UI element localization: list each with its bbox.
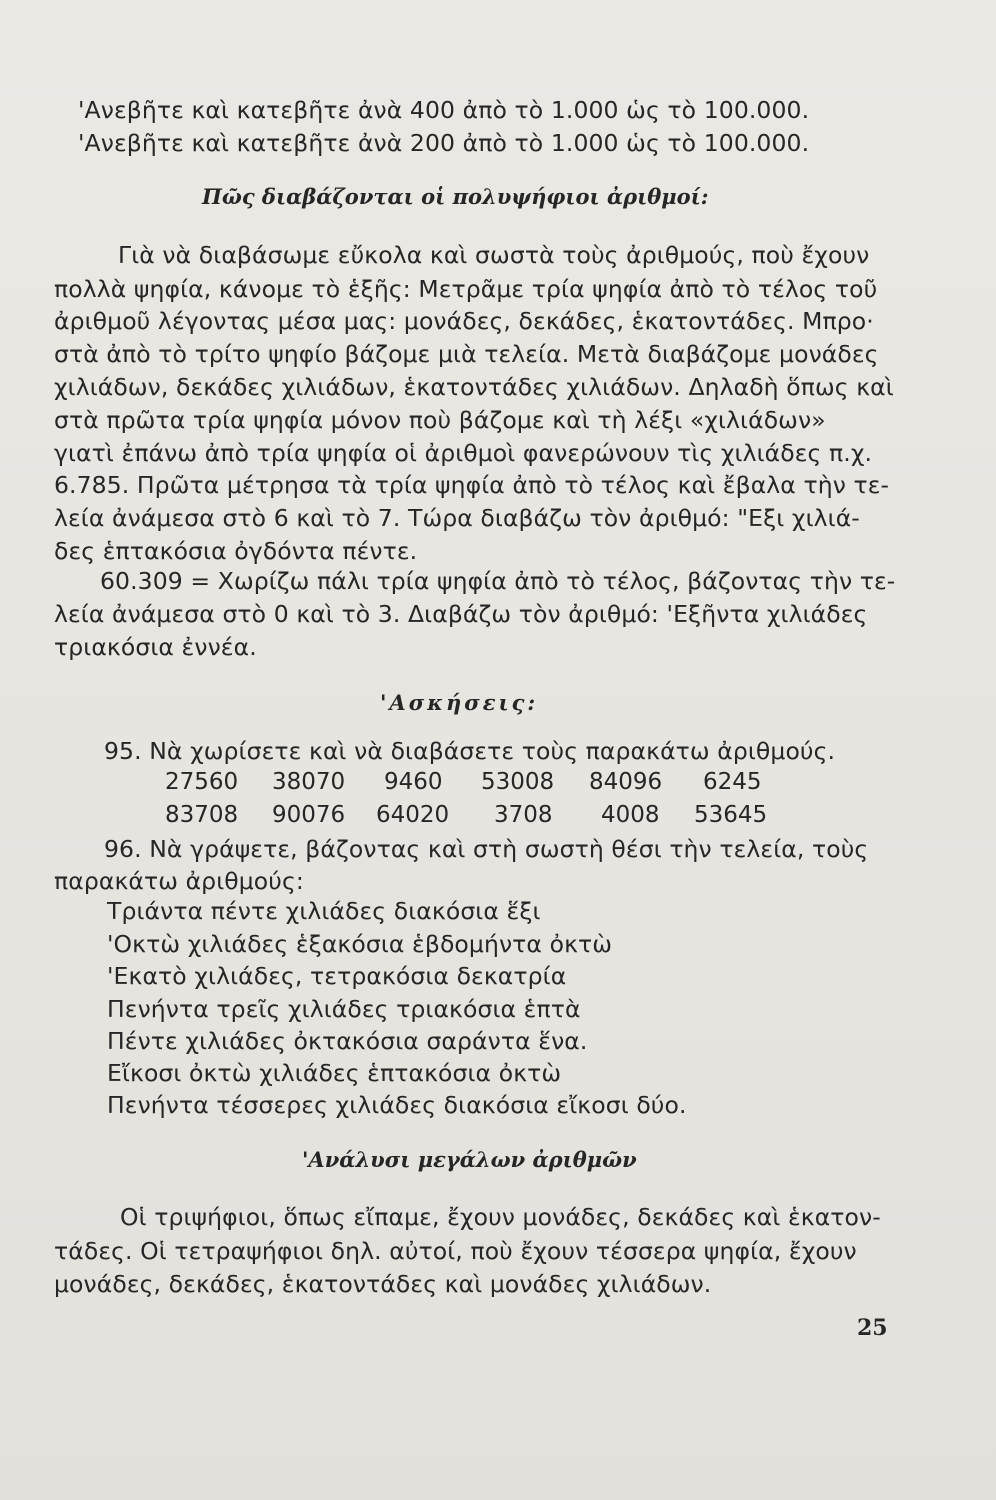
top-line-1: 'Ανεβῆτε καὶ κατεβῆτε ἀνὰ 400 ἀπὸ τὸ 1.000 ὡς τὸ 100.000. xyxy=(78,96,810,124)
paragraph-line: ἀριθμοῦ λέγοντας μέσα μας: μονάδες, δεκάδες, ἑκατοντάδες. Μπρο· xyxy=(54,307,874,335)
section-heading-reading-numbers: Πῶς διαβάζονται οἱ πολυψήφιοι ἀριθμοί: xyxy=(202,184,709,209)
list-item: Πενήντα τρεῖς χιλιάδες τριακόσια ἑπτὰ xyxy=(107,995,581,1023)
list-item: Εἴκοσι ὀκτὼ χιλιάδες ἑπτακόσια ὀκτὼ xyxy=(107,1059,562,1087)
page-number: 25 xyxy=(857,1315,888,1341)
paragraph-line: λεία ἀνάμεσα στὸ 6 καὶ τὸ 7. Τώρα διαβάζω τὸν ἀριθμό: "Εξι χιλιά- xyxy=(54,504,860,532)
number-cell: 53645 xyxy=(694,802,768,828)
paragraph-line: μονάδες, δεκάδες, ἑκατοντάδες καὶ μονάδες χιλιάδων. xyxy=(54,1270,712,1298)
paragraph-line: λεία ἀνάμεσα στὸ 0 καὶ τὸ 3. Διαβάζω τὸν ἀριθμό: 'Εξῆντα χιλιάδες xyxy=(54,600,868,628)
paragraph-line: γιατὶ ἐπάνω ἀπὸ τρία ψηφία οἱ ἀριθμοὶ φανερώνουν τὶς χιλιάδες π.χ. xyxy=(54,439,873,467)
exercise-95-row-2 xyxy=(0,800,996,830)
exercise-96-text: 96. Νὰ γράψετε, βάζοντας καὶ στὴ σωστὴ θέσι τὴν τελεία, τοὺς xyxy=(104,835,869,863)
number-cell: 53008 xyxy=(481,769,555,795)
paragraph-line: στὰ ἀπὸ τὸ τρίτο ψηφίο βάζομε μιὰ τελεία. Μετὰ διαβάζομε μονάδες xyxy=(54,340,879,368)
paragraph-line: 60.309 = Χωρίζω πάλι τρία ψηφία ἀπὸ τὸ τέλος, βάζοντας τὴν τε- xyxy=(100,567,896,595)
number-cell: 64020 xyxy=(376,802,450,828)
number-cell: 3708 xyxy=(494,802,553,828)
list-item: Πενήντα τέσσερες χιλιάδες διακόσια εἴκοσι δύο. xyxy=(107,1091,687,1119)
number-cell: 90076 xyxy=(272,802,346,828)
paragraph-line: στὰ πρῶτα τρία ψηφία μόνον ποὺ βάζομε καὶ τὴ λέξι «χιλιάδων» xyxy=(54,406,826,434)
number-cell: 27560 xyxy=(165,769,239,795)
exercise-95-text: 95. Νὰ χωρίσετε καὶ νὰ διαβάσετε τοὺς παρακάτω ἀριθμούς. xyxy=(104,737,836,765)
number-cell: 83708 xyxy=(165,802,239,828)
number-cell: 9460 xyxy=(384,769,443,795)
list-item: Τριάντα πέντε χιλιάδες διακόσια ἕξι xyxy=(107,897,541,925)
paragraph-line: χιλιάδων, δεκάδες χιλιάδων, ἑκατοντάδες χιλιάδων. Δηλαδὴ ὅπως καὶ xyxy=(54,373,894,401)
paragraph-line: Γιὰ νὰ διαβάσωμε εὔκολα καὶ σωστὰ τοὺς ἀριθμούς, ποὺ ἔχουν xyxy=(118,241,870,269)
paragraph-line: τριακόσια ἐννέα. xyxy=(54,633,257,661)
list-item: Πέντε χιλιάδες ὀκτακόσια σαράντα ἕνα. xyxy=(107,1027,588,1055)
number-cell: 84096 xyxy=(589,769,663,795)
exercises-heading: 'Ασκήσεις: xyxy=(380,690,539,715)
paragraph-line: δες ἑπτακόσια ὀγδόντα πέντε. xyxy=(54,537,418,565)
paragraph-line: 6.785. Πρῶτα μέτρησα τὰ τρία ψηφία ἀπὸ τὸ τέλος καὶ ἔβαλα τὴν τε- xyxy=(54,471,890,499)
list-item: 'Οκτὼ χιλιάδες ἑξακόσια ἑβδομήντα ὀκτὼ xyxy=(107,930,613,958)
list-item: 'Εκατὸ χιλιάδες, τετρακόσια δεκατρία xyxy=(107,962,567,990)
exercise-96-text-continued: παρακάτω ἀριθμούς: xyxy=(54,867,304,895)
top-line-2: 'Ανεβῆτε καὶ κατεβῆτε ἀνὰ 200 ἀπὸ τὸ 1.000 ὡς τὸ 100.000. xyxy=(78,129,810,157)
number-cell: 4008 xyxy=(601,802,660,828)
number-cell: 38070 xyxy=(272,769,346,795)
paragraph-line: πολλὰ ψηφία, κάνομε τὸ ἑξῆς: Μετρᾶμε τρία ψηφία ἀπὸ τὸ τέλος τοῦ xyxy=(54,275,878,303)
section-heading-analysis: 'Ανάλυσι μεγάλων ἀριθμῶν xyxy=(302,1147,637,1172)
paragraph-line: Οἱ τριψήφιοι, ὅπως εἴπαμε, ἔχουν μονάδες, δεκάδες καὶ ἑκατον- xyxy=(120,1203,881,1231)
number-cell: 6245 xyxy=(703,769,762,795)
paragraph-line: τάδες. Οἱ τετραψήφιοι δηλ. αὐτοί, ποὺ ἔχουν τέσσερα ψηφία, ἔχουν xyxy=(54,1237,857,1265)
exercise-95-row-1 xyxy=(0,767,996,797)
